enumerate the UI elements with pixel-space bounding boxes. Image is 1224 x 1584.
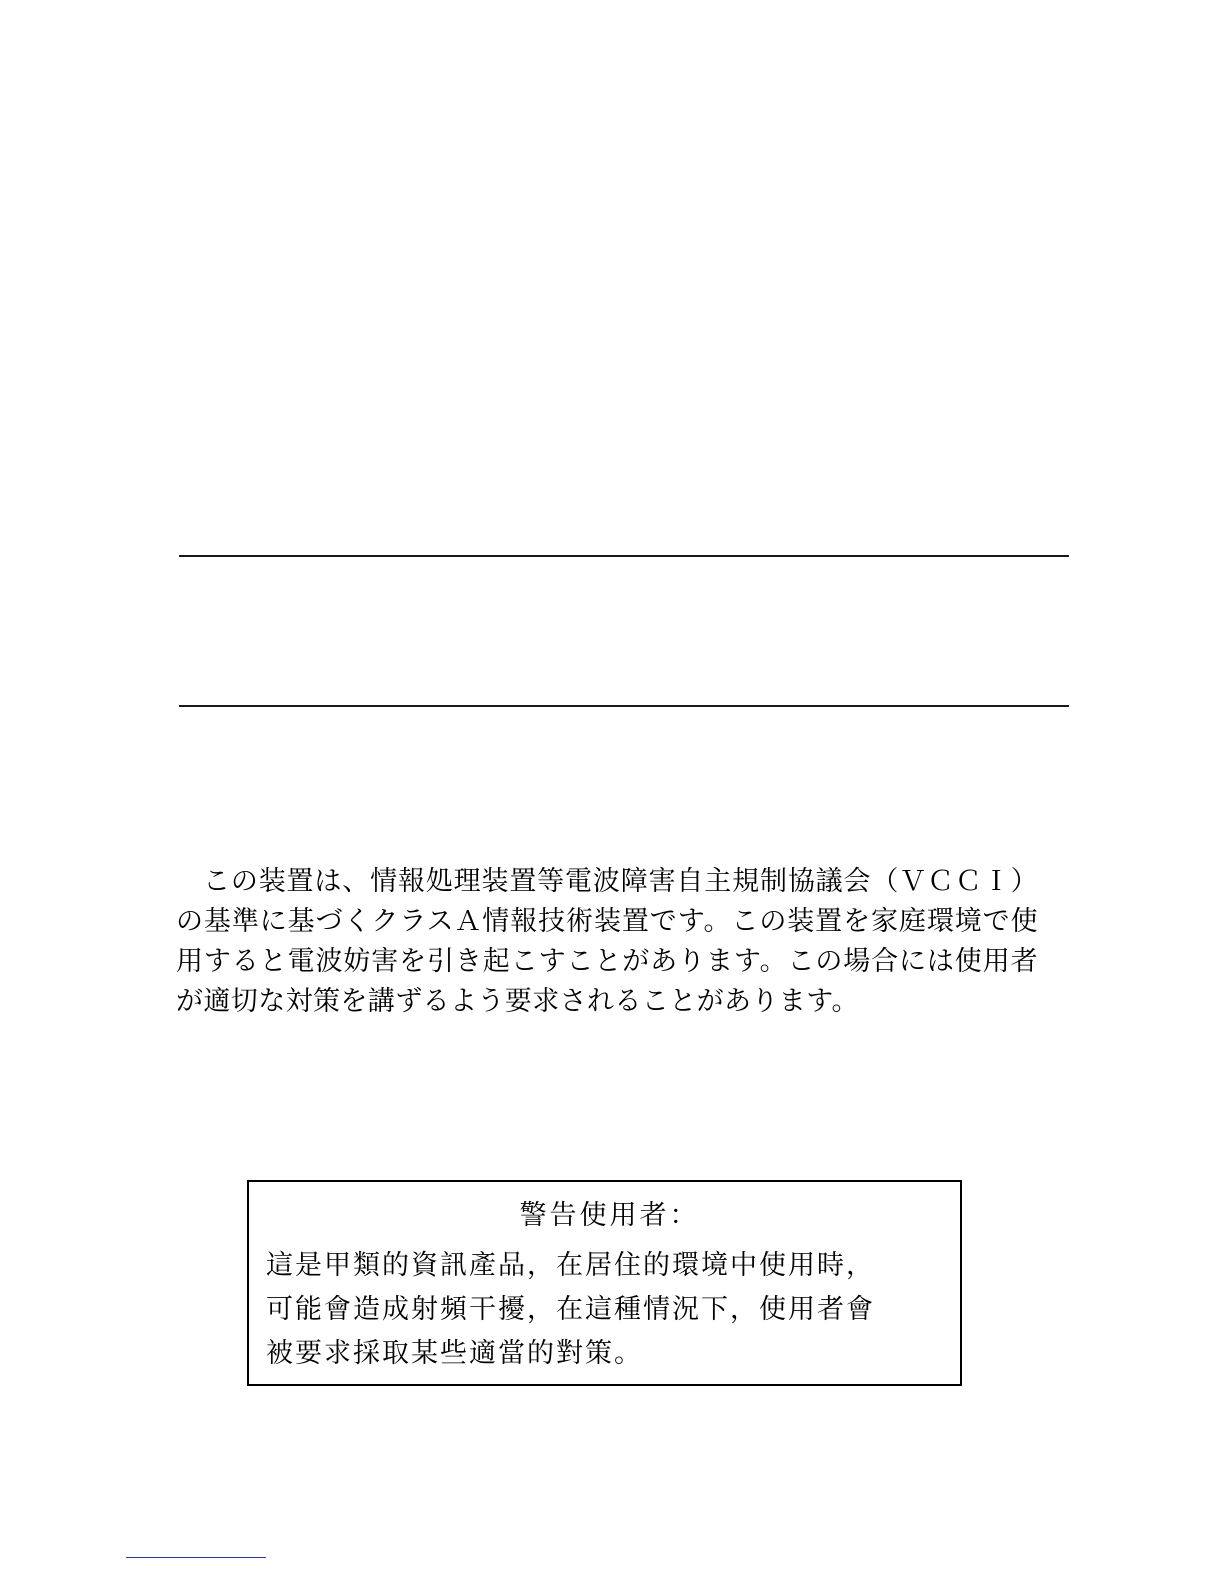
- footnote-separator: [126, 1557, 266, 1558]
- top-divider: [179, 555, 1069, 557]
- warning-line-1: 這是甲類的資訊產品，在居住的環境中使用時，: [266, 1250, 875, 1281]
- warning-line-2: 可能會造成射頻干擾，在這種情況下，使用者會: [266, 1294, 875, 1325]
- bottom-divider: [179, 705, 1069, 707]
- taiwan-warning-box: [247, 1180, 962, 1386]
- warning-line-3: 被要求採取某些適當的對策。: [266, 1338, 643, 1369]
- vcci-notice-paragraph: この装置は、情報処理装置等電波障害自主規制協議会（ＶＣＣＩ）の基準に基づくクラスＡ情報技術装置です。この装置を家庭環境で使用すると電波妨害を引き起こすことがあります。この場合には使用者が適切な対策を講ずるよう要求されることがあります。: [176, 866, 1038, 1017]
- warning-title: 警告使用者：: [519, 1200, 700, 1231]
- warning-body: [266, 1244, 951, 1376]
